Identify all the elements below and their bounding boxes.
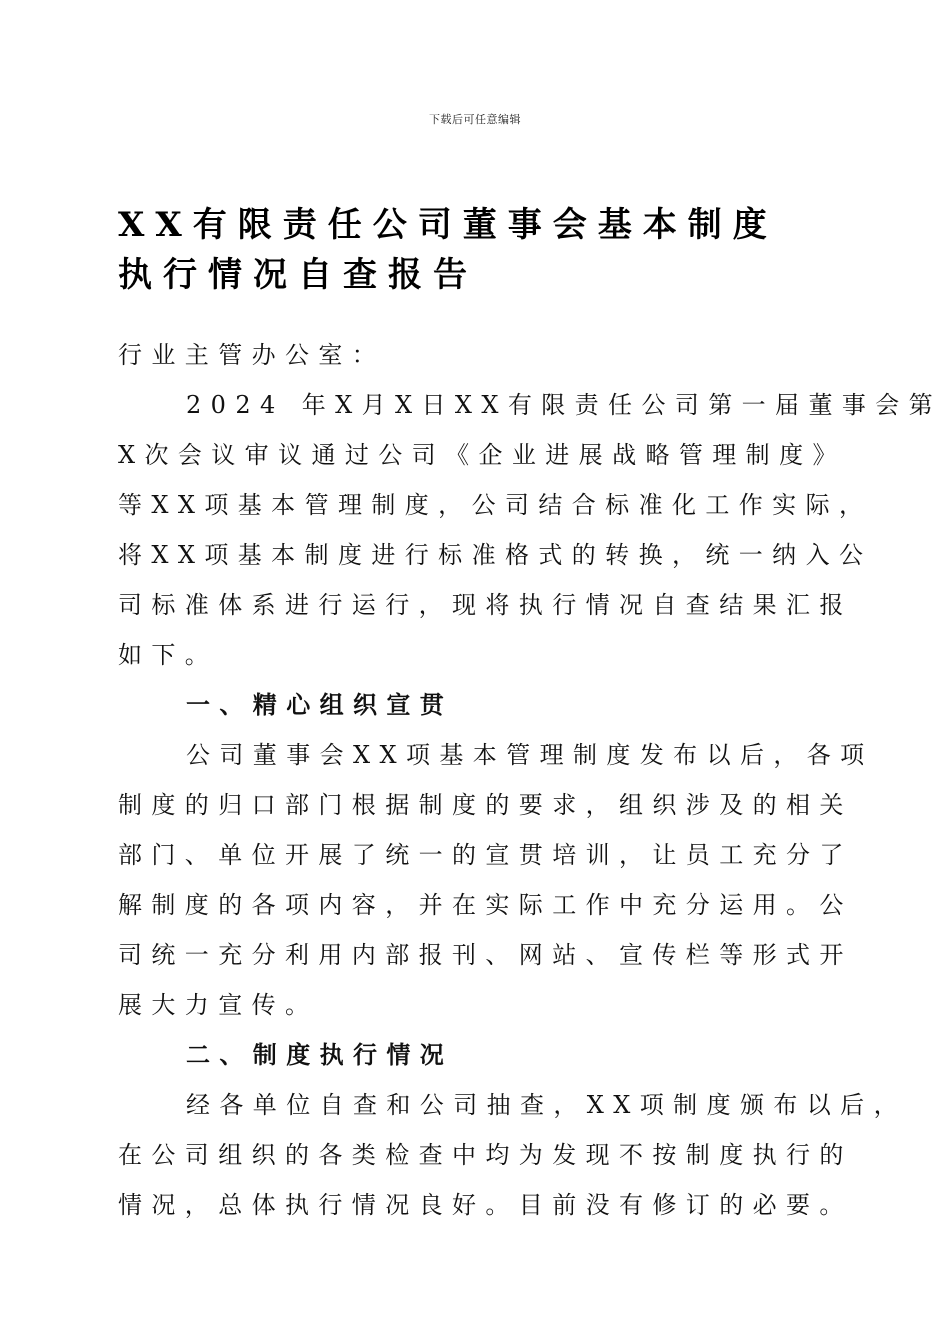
paragraph-line: 2024 年X月X日XX有限责任公司第一届董事会第 xyxy=(186,391,943,419)
section1-line: 制度的归口部门根据制度的要求，组织涉及的相关 xyxy=(118,791,853,819)
paragraph-line: 如下。 xyxy=(118,641,219,669)
paragraph-line: 司标准体系进行运行，现将执行情况自查结果汇报 xyxy=(118,591,853,619)
section1-line: 公司董事会XX项基本管理制度发布以后，各项 xyxy=(186,741,874,769)
section1-line: 解制度的各项内容，并在实际工作中充分运用。公 xyxy=(118,891,853,919)
section2-line: 在公司组织的各类检查中均为发现不按制度执行的 xyxy=(118,1141,853,1169)
section-heading-2: 二、制度执行情况 xyxy=(186,1040,454,1069)
document-body xyxy=(118,330,943,1230)
title-line-1: XX有限责任公司董事会基本制度 xyxy=(118,205,778,245)
section2-line: 情况，总体执行情况良好。目前没有修订的必要。 xyxy=(118,1191,853,1219)
title-line-2: 执行情况自查报告 xyxy=(118,255,478,295)
document-title xyxy=(118,200,848,300)
section1-line: 部门、单位开展了统一的宣贯培训，让员工充分了 xyxy=(118,841,853,869)
paragraph-line: X次会议审议通过公司《企业进展战略管理制度》 xyxy=(118,441,846,469)
salutation: 行业主管办公室： xyxy=(118,341,386,369)
section2-line: 经各单位自查和公司抽查，XX项制度颁布以后， xyxy=(186,1091,907,1119)
header-note: 下载后可任意编辑 xyxy=(429,113,521,126)
section1-line: 展大力宣传。 xyxy=(118,991,319,1019)
paragraph-line: 将XX项基本制度进行标准格式的转换，统一纳入公 xyxy=(118,541,873,569)
paragraph-line: 等XX项基本管理制度，公司结合标准化工作实际， xyxy=(118,491,873,519)
section-heading-1: 一、精心组织宣贯 xyxy=(186,690,454,719)
section1-line: 司统一充分利用内部报刊、网站、宣传栏等形式开 xyxy=(118,941,853,969)
